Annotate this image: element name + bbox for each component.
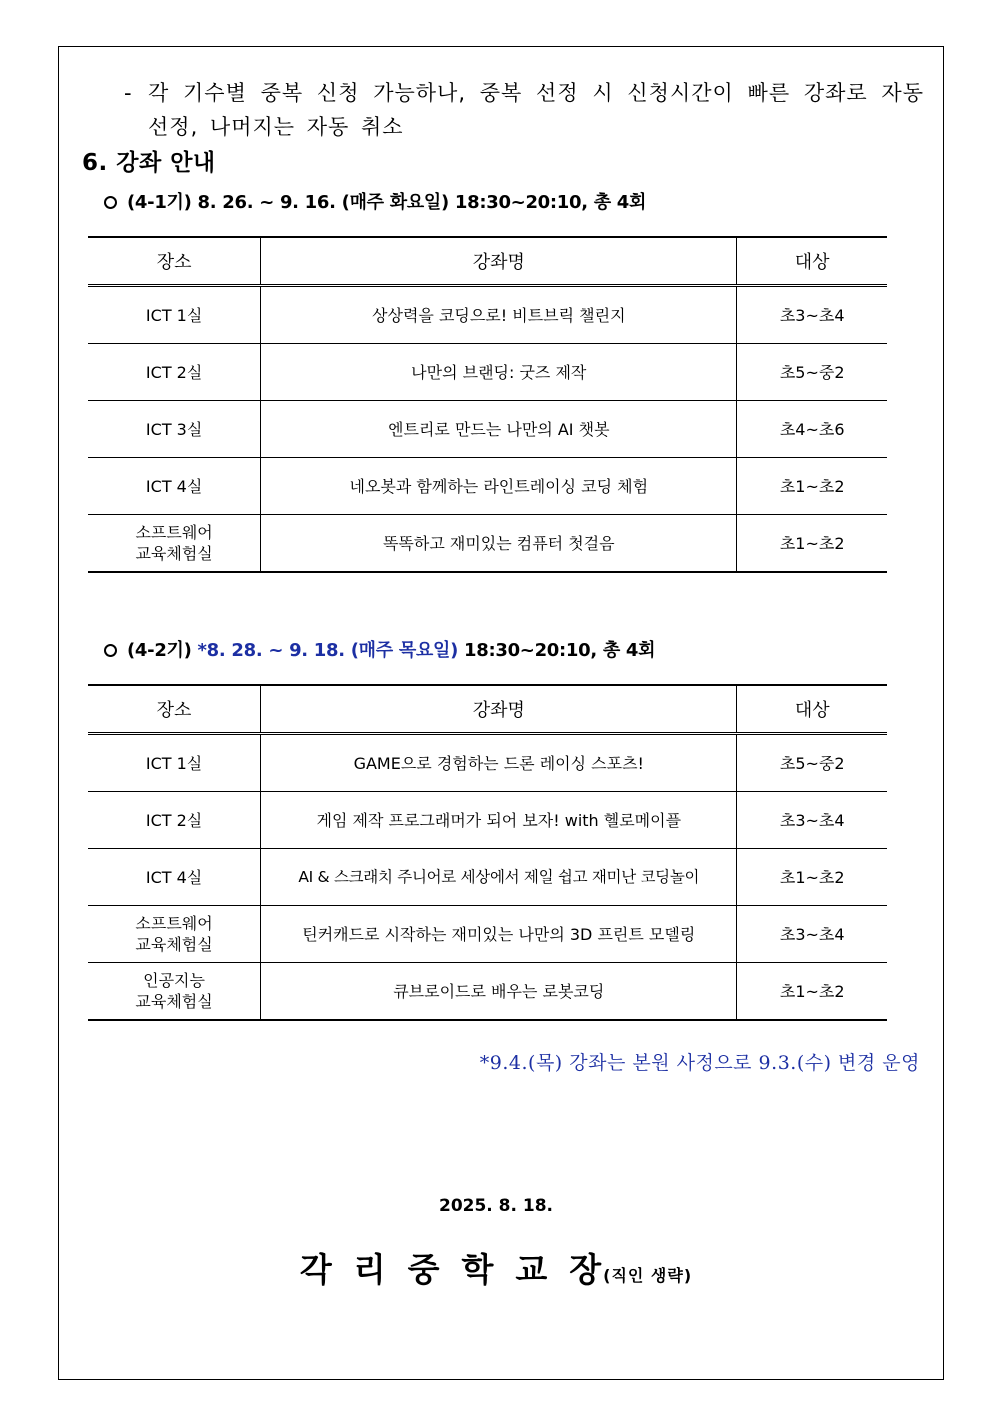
session1-heading-text: (4-1기) 8. 26. ~ 9. 16. (매주 화요일) 18:30~20:10, 총 4회: [127, 192, 647, 213]
session2-heading: [104, 636, 655, 662]
circle-bullet-icon: [104, 644, 117, 657]
header-target: 대상: [737, 685, 887, 734]
target-cell: 초5~중2: [737, 344, 887, 401]
header-place: 장소: [88, 685, 261, 734]
table-row: [88, 963, 887, 1021]
principal-title: 각리중학교장: [299, 1250, 624, 1289]
session2-table: [88, 684, 887, 1021]
table-row: [88, 792, 887, 849]
table-row: [88, 849, 887, 906]
target-cell: 초3~초4: [737, 792, 887, 849]
note-dash: -: [124, 81, 133, 105]
header-course: 강좌명: [261, 685, 737, 734]
table-header-row: [88, 685, 887, 734]
target-cell: 초1~초2: [737, 849, 887, 906]
header-place: 장소: [88, 237, 261, 286]
course-cell: AI & 스크래치 주니어로 세상에서 제일 쉽고 재미난 코딩놀이: [261, 849, 737, 906]
target-cell: 초3~초4: [737, 286, 887, 344]
table-row: [88, 344, 887, 401]
session1-heading: [104, 188, 646, 214]
table-row: [88, 515, 887, 573]
course-cell: 엔트리로 만드는 나만의 AI 챗봇: [261, 401, 737, 458]
target-cell: 초5~중2: [737, 734, 887, 792]
course-cell: 네오봇과 함께하는 라인트레이싱 코딩 체험: [261, 458, 737, 515]
table-row: [88, 458, 887, 515]
place-cell: ICT 1실: [88, 286, 261, 344]
target-cell: 초1~초2: [737, 458, 887, 515]
schedule-change-footnote: *9.4.(목) 강좌는 본원 사정으로 9.3.(수) 변경 운영: [479, 1052, 920, 1074]
header-target: 대상: [737, 237, 887, 286]
course-cell: 게임 제작 프로그래머가 되어 보자! with 헬로메이플: [261, 792, 737, 849]
seal-omitted-note: (직인 생략): [603, 1266, 693, 1285]
table-row: [88, 734, 887, 792]
place-cell: ICT 4실: [88, 458, 261, 515]
target-cell: 초4~초6: [737, 401, 887, 458]
place-cell: ICT 1실: [88, 734, 261, 792]
table-header-row: [88, 237, 887, 286]
signature-block: [0, 1244, 992, 1291]
document-date: 2025. 8. 18.: [438, 1196, 553, 1216]
course-cell: GAME으로 경험하는 드론 레이싱 스포츠!: [261, 734, 737, 792]
target-cell: 초3~초4: [737, 906, 887, 963]
place-cell: 인공지능 교육체험실: [88, 963, 261, 1021]
course-cell: 상상력을 코딩으로! 비트브릭 챌린지: [261, 286, 737, 344]
note-text: 각 기수별 중복 신청 가능하나, 중복 선정 시 신청시간이 빠른 강좌로 자동 선정, 나머지는 자동 취소: [148, 81, 924, 139]
session2-heading-suffix: 18:30~20:10, 총 4회: [464, 640, 656, 661]
target-cell: 초1~초2: [737, 515, 887, 573]
course-cell: 틴커캐드로 시작하는 재미있는 나만의 3D 프린트 모델링: [261, 906, 737, 963]
session2-heading-dates: *8. 28. ~ 9. 18. (매주 목요일): [197, 640, 459, 661]
circle-bullet-icon: [104, 196, 117, 209]
course-cell: 나만의 브랜딩: 굿즈 제작: [261, 344, 737, 401]
session1-table: [88, 236, 887, 573]
session2-heading-prefix: (4-2기): [127, 640, 192, 661]
target-cell: 초1~초2: [737, 963, 887, 1021]
application-note: [124, 76, 924, 144]
course-cell: 똑똑하고 재미있는 컴퓨터 첫걸음: [261, 515, 737, 573]
place-cell: ICT 4실: [88, 849, 261, 906]
header-course: 강좌명: [261, 237, 737, 286]
place-cell: ICT 3실: [88, 401, 261, 458]
place-cell: 소프트웨어 교육체험실: [88, 906, 261, 963]
place-cell: 소프트웨어 교육체험실: [88, 515, 261, 573]
place-cell: ICT 2실: [88, 792, 261, 849]
table-row: [88, 401, 887, 458]
table-row: [88, 906, 887, 963]
table-row: [88, 286, 887, 344]
course-cell: 큐브로이드로 배우는 로봇코딩: [261, 963, 737, 1021]
section-title: 6. 강좌 안내: [82, 150, 216, 176]
place-cell: ICT 2실: [88, 344, 261, 401]
